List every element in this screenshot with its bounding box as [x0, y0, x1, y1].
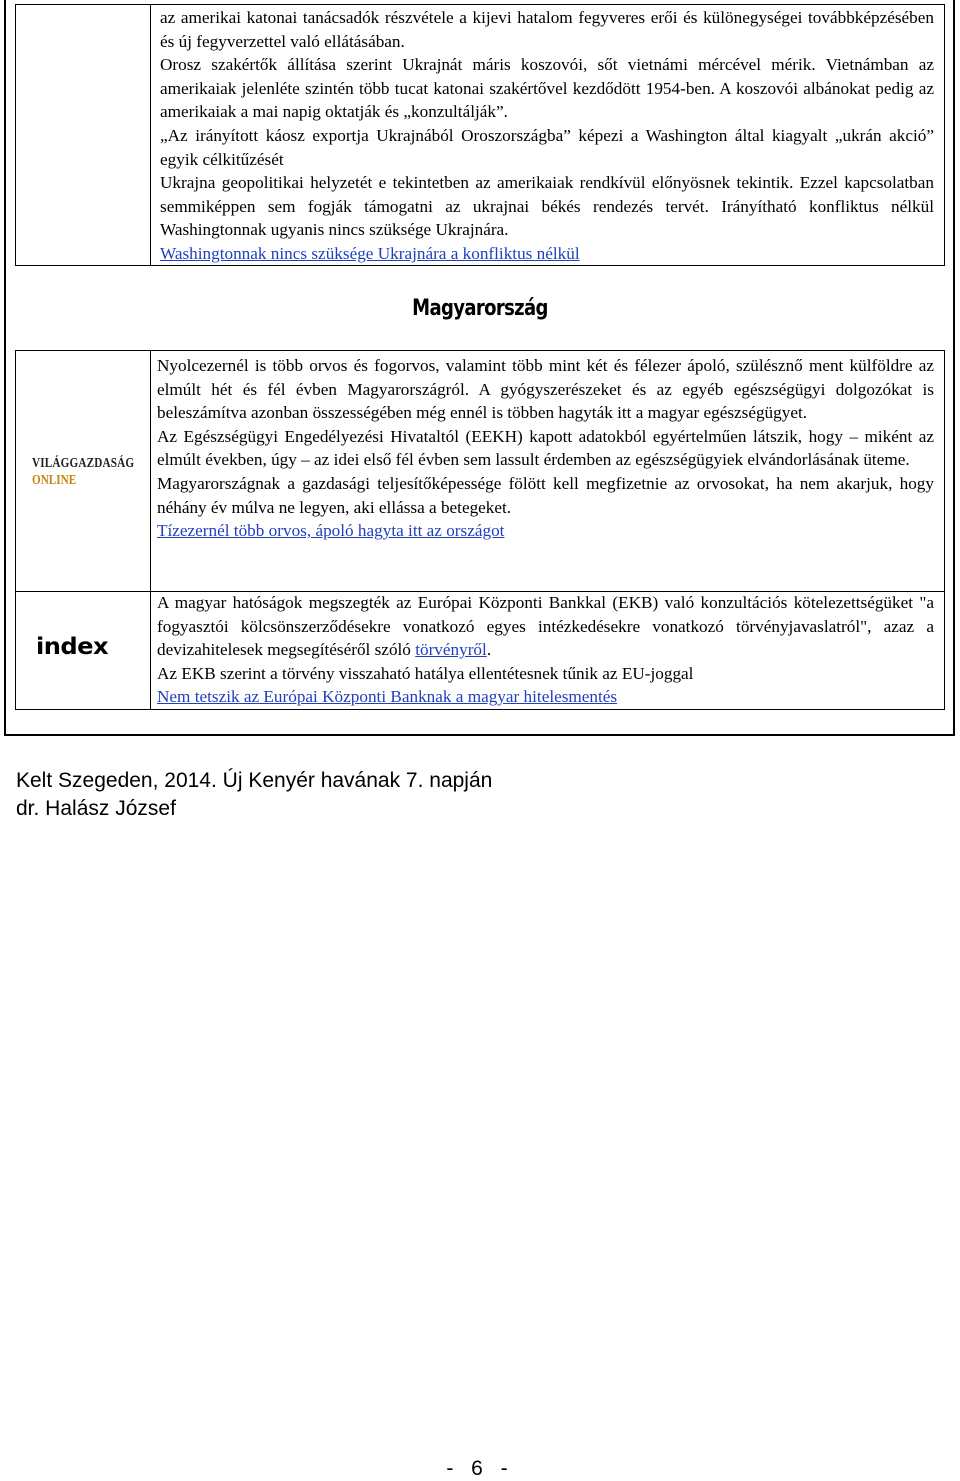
vilaggazdasag-text-block — [157, 354, 934, 543]
paragraph: az amerikai katonai tanácsadók részvétele a kijevi hatalom fegyveres erői és különegységei továbbképzésében és új fegyverzettel való ellátásában. — [160, 8, 934, 51]
paragraph: „Az irányított káosz exportja Ukrajnából Oroszországba” képezi a Washington által kiagyalt „ukrán akció” egyik célkitűzését — [160, 125, 934, 169]
paragraph: A magyar hatóságok megszegték az Európai Központi Bankkal (EKB) való konzultációs kötelezettségüket "a fogyasztói kölcsönszerződésekre vonatkozó egyes intézkedésekre vonatkozó törvényjavaslatról", azaz a devizahitelesek megsegítéséről szóló törvényről. — [157, 593, 934, 660]
signature-name: dr. Halász József — [16, 797, 176, 820]
index-logo: index — [36, 634, 109, 660]
paragraph: Magyarországnak a gazdasági teljesítőképessége fölött kell megfizetnie az orvosokat, ha nem akarjuk, hogy néhány év múlva ne legyen, aki ellássa a betegeket. — [157, 473, 934, 517]
page-number: - 6 - — [446, 1457, 514, 1480]
article-link[interactable]: Tízezernél több orvos, ápoló hagyta itt az országot — [157, 521, 505, 541]
law-link[interactable]: törvényről — [415, 640, 487, 660]
paragraph: Nyolcezernél is több orvos és fogorvos, valamint több mint két és félezer ápoló, szülésznő ment külföldre az elmúlt hét és fél évben Magyarországról. A gyógyszerészeket és az egyéb egészségügyi dolgozókat is beleszámítva azonban összességében még ennél is többen hagyták itt a magyar egészségügyet. — [157, 356, 934, 423]
vilaggazdasag-logo-online: ONLINE — [32, 473, 77, 488]
top-text-block — [160, 6, 934, 266]
paragraph: Ukrajna geopolitikai helyzetét e tekintetben az amerikaiak rendkívül előnyösnek tekintik. Ezzel kapcsolatban semmiképpen sem fogják támogatni az ukrajnai békés rendezés tervét. Irányítható konfliktus nélkül Washingtonnak ugyanis nincs szüksége Ukrajnára. — [160, 173, 934, 240]
article-link[interactable]: Washingtonnak nincs szüksége Ukrajnára a konfliktus nélkül — [160, 243, 580, 263]
signature-date: Kelt Szegeden, 2014. Új Kenyér havának 7. napján — [16, 769, 493, 792]
paragraph: Az Egészségügyi Engedélyezési Hivataltól (EEKH) kapott adatokból egyértelműen látszik, hogy – miként az elmúlt években, úgy – az idei első fél évben sem lassult érdemben az egészségügyiek elvándorlásának üteme. — [157, 426, 934, 470]
paragraph: Az EKB szerint a törvény visszaható hatálya ellentétesnek tűnik az EU-joggal — [157, 663, 694, 683]
article-link[interactable]: Nem tetszik az Európai Központi Banknak a magyar hitelesmentés — [157, 687, 618, 707]
vilaggazdasag-logo: VILÁGGAZDASÁG — [32, 456, 135, 471]
top-left-cell — [15, 4, 151, 266]
paragraph: Orosz szakértők állítása szerint Ukrajnát máris koszovói, sőt vietnámi mércével mérik. Vietnámban az amerikaiak jelenléte szintén több tucat katonai szakértővel kezdődött 1954-ben. A koszovói albánokat pedig az amerikaiak a mai napig oktatják és „konzultálják”. — [160, 55, 934, 122]
section-heading: Magyarország — [412, 296, 548, 321]
index-text-block — [157, 591, 934, 709]
